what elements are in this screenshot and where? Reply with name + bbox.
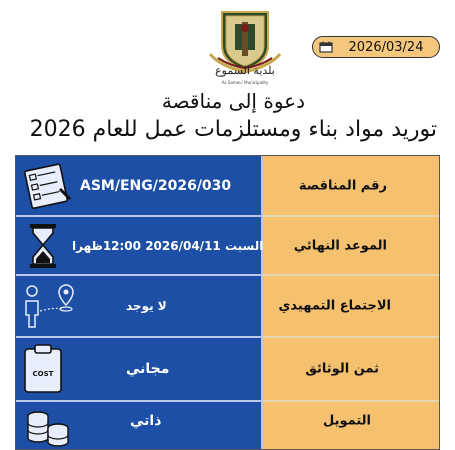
label-cell (263, 156, 439, 217)
label-cell (263, 338, 439, 402)
svg-text:COST: COST (32, 370, 54, 378)
coins-stack-icon (24, 408, 72, 448)
funding-label: التمويل (323, 413, 371, 429)
value-cell (16, 276, 263, 338)
document-checklist-icon (20, 161, 74, 211)
pre-meeting-value: لا يوجد (126, 299, 167, 313)
table-row-documents-price (16, 338, 439, 402)
value-cell (16, 402, 263, 450)
page-subtitle: توريد مواد بناء ومستلزمات عمل للعام 2026 (29, 117, 437, 142)
announcement-date: 2026/03/24 (348, 39, 424, 55)
calendar-icon (319, 41, 333, 53)
municipality-logo (200, 6, 290, 90)
table-row-pre-meeting (16, 276, 439, 338)
tender-number-label: رقم المناقصة (298, 178, 387, 193)
person-location-icon (20, 281, 80, 331)
label-cell (263, 402, 439, 450)
value-cell (16, 338, 263, 402)
value-cell (16, 217, 263, 276)
table-row-tender-number (16, 156, 439, 217)
label-cell (263, 217, 439, 276)
table-row-deadline (16, 217, 439, 276)
date-badge (312, 36, 440, 58)
tender-number-value: ASM/ENG/2026/030 (80, 177, 232, 194)
municipality-name-en: As Samou' Municipality (221, 80, 269, 85)
page-title: دعوة إلى مناقصة (161, 89, 305, 113)
label-cell (263, 276, 439, 338)
table-row-funding (16, 402, 439, 450)
tender-details-table (15, 155, 440, 450)
deadline-label: الموعد النهائي (293, 238, 387, 253)
documents-price-value: مجاني (126, 361, 170, 377)
deadline-value: السبت 2026/04/11 12:00ظهرا (72, 238, 264, 253)
documents-price-label: ثمن الوثائق (305, 361, 379, 377)
municipality-name-ar: بلدية السموع (215, 64, 275, 77)
pre-meeting-label: الاجتماع التمهيدي (278, 298, 391, 314)
value-cell (16, 156, 263, 217)
funding-value: ذاتي (130, 412, 162, 429)
hourglass-icon (28, 223, 58, 269)
cost-clipboard-icon (22, 344, 64, 394)
